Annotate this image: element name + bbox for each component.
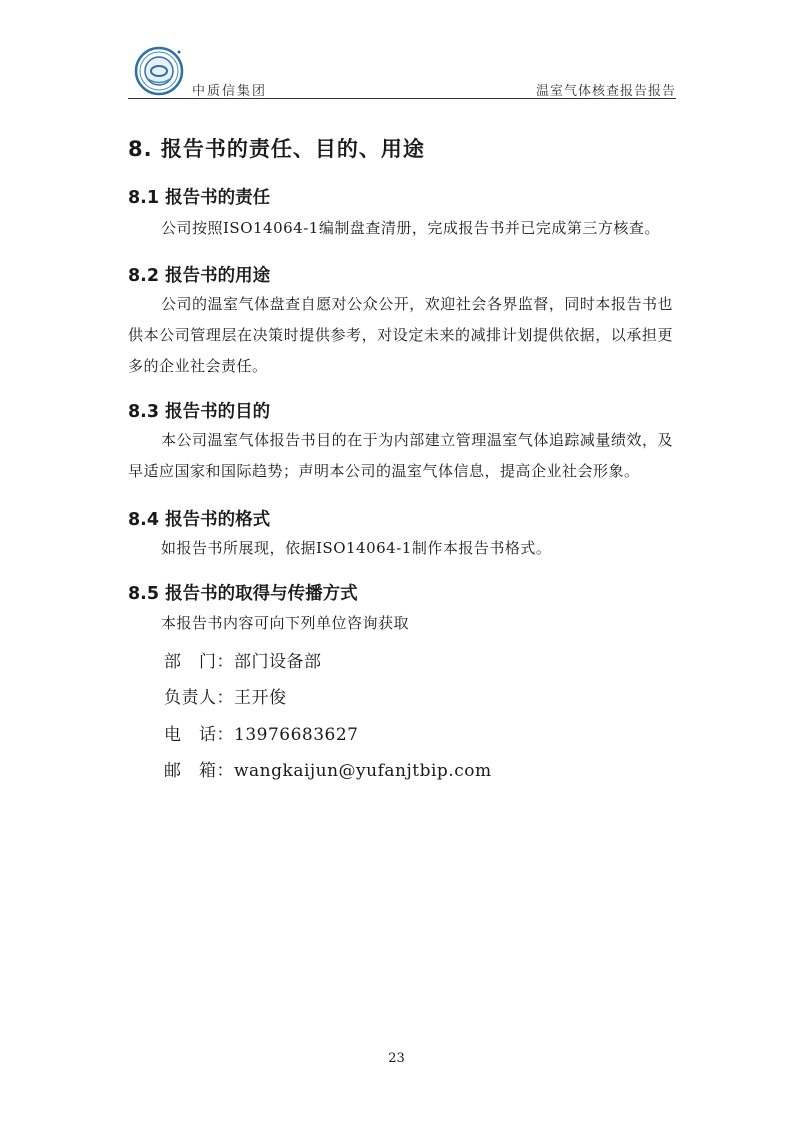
subsection-text-8-4: 如报告书所展现，依据ISO14064-1制作本报告书格式。	[161, 539, 552, 557]
org-seal-logo-icon	[134, 46, 184, 96]
subsection-heading-8-4: 8.4 报告书的格式	[128, 510, 271, 530]
org-name: 中质信集团	[192, 84, 268, 99]
contact-person	[164, 683, 287, 708]
header-title: 温室气体核查报告报告	[535, 84, 676, 99]
contact-email-value: wangkaijun@yufanjtbip.com	[234, 761, 492, 781]
subsection-heading-8-2: 8.2 报告书的用途	[128, 266, 271, 286]
subsection-text-8-5: 本报告书内容可向下列单位咨询获取	[161, 614, 410, 632]
subsection-heading-8-5: 8.5 报告书的取得与传播方式	[128, 584, 358, 604]
contact-phone	[164, 720, 358, 745]
contact-email	[164, 756, 492, 781]
contact-department-value: 部门设备部	[234, 652, 322, 672]
subsection-heading-8-3: 8.3 报告书的目的	[128, 402, 271, 422]
contact-department-label: 部 门：	[164, 652, 234, 672]
subsection-text-8-3: 本公司温室气体报告书目的在于为内部建立管理温室气体追踪减量绩效，及早适应国家和国际趋势；声明本公司的温室气体信息，提高企业社会形象。	[128, 431, 673, 480]
header-divider	[128, 98, 676, 99]
section-title: 8. 报告书的责任、目的、用途	[128, 137, 425, 161]
page-number: 23	[388, 1051, 405, 1066]
contact-department	[164, 647, 322, 672]
subsection-text-8-1: 公司按照ISO14064-1编制盘查清册，完成报告书并已完成第三方核查。	[161, 219, 660, 237]
contact-person-value: 王开俊	[234, 688, 287, 708]
contact-phone-label: 电 话：	[164, 725, 234, 745]
contact-phone-value: 13976683627	[234, 725, 359, 745]
subsection-heading-8-1: 8.1 报告书的责任	[128, 188, 271, 208]
contact-person-label: 负责人：	[164, 688, 234, 708]
contact-email-label: 邮 箱：	[164, 761, 234, 781]
subsection-text-8-2: 公司的温室气体盘查自愿对公众公开，欢迎社会各界监督，同时本报告书也供本公司管理层在决策时提供参考，对设定未来的减排计划提供依据，以承担更多的企业社会责任。	[128, 295, 673, 375]
